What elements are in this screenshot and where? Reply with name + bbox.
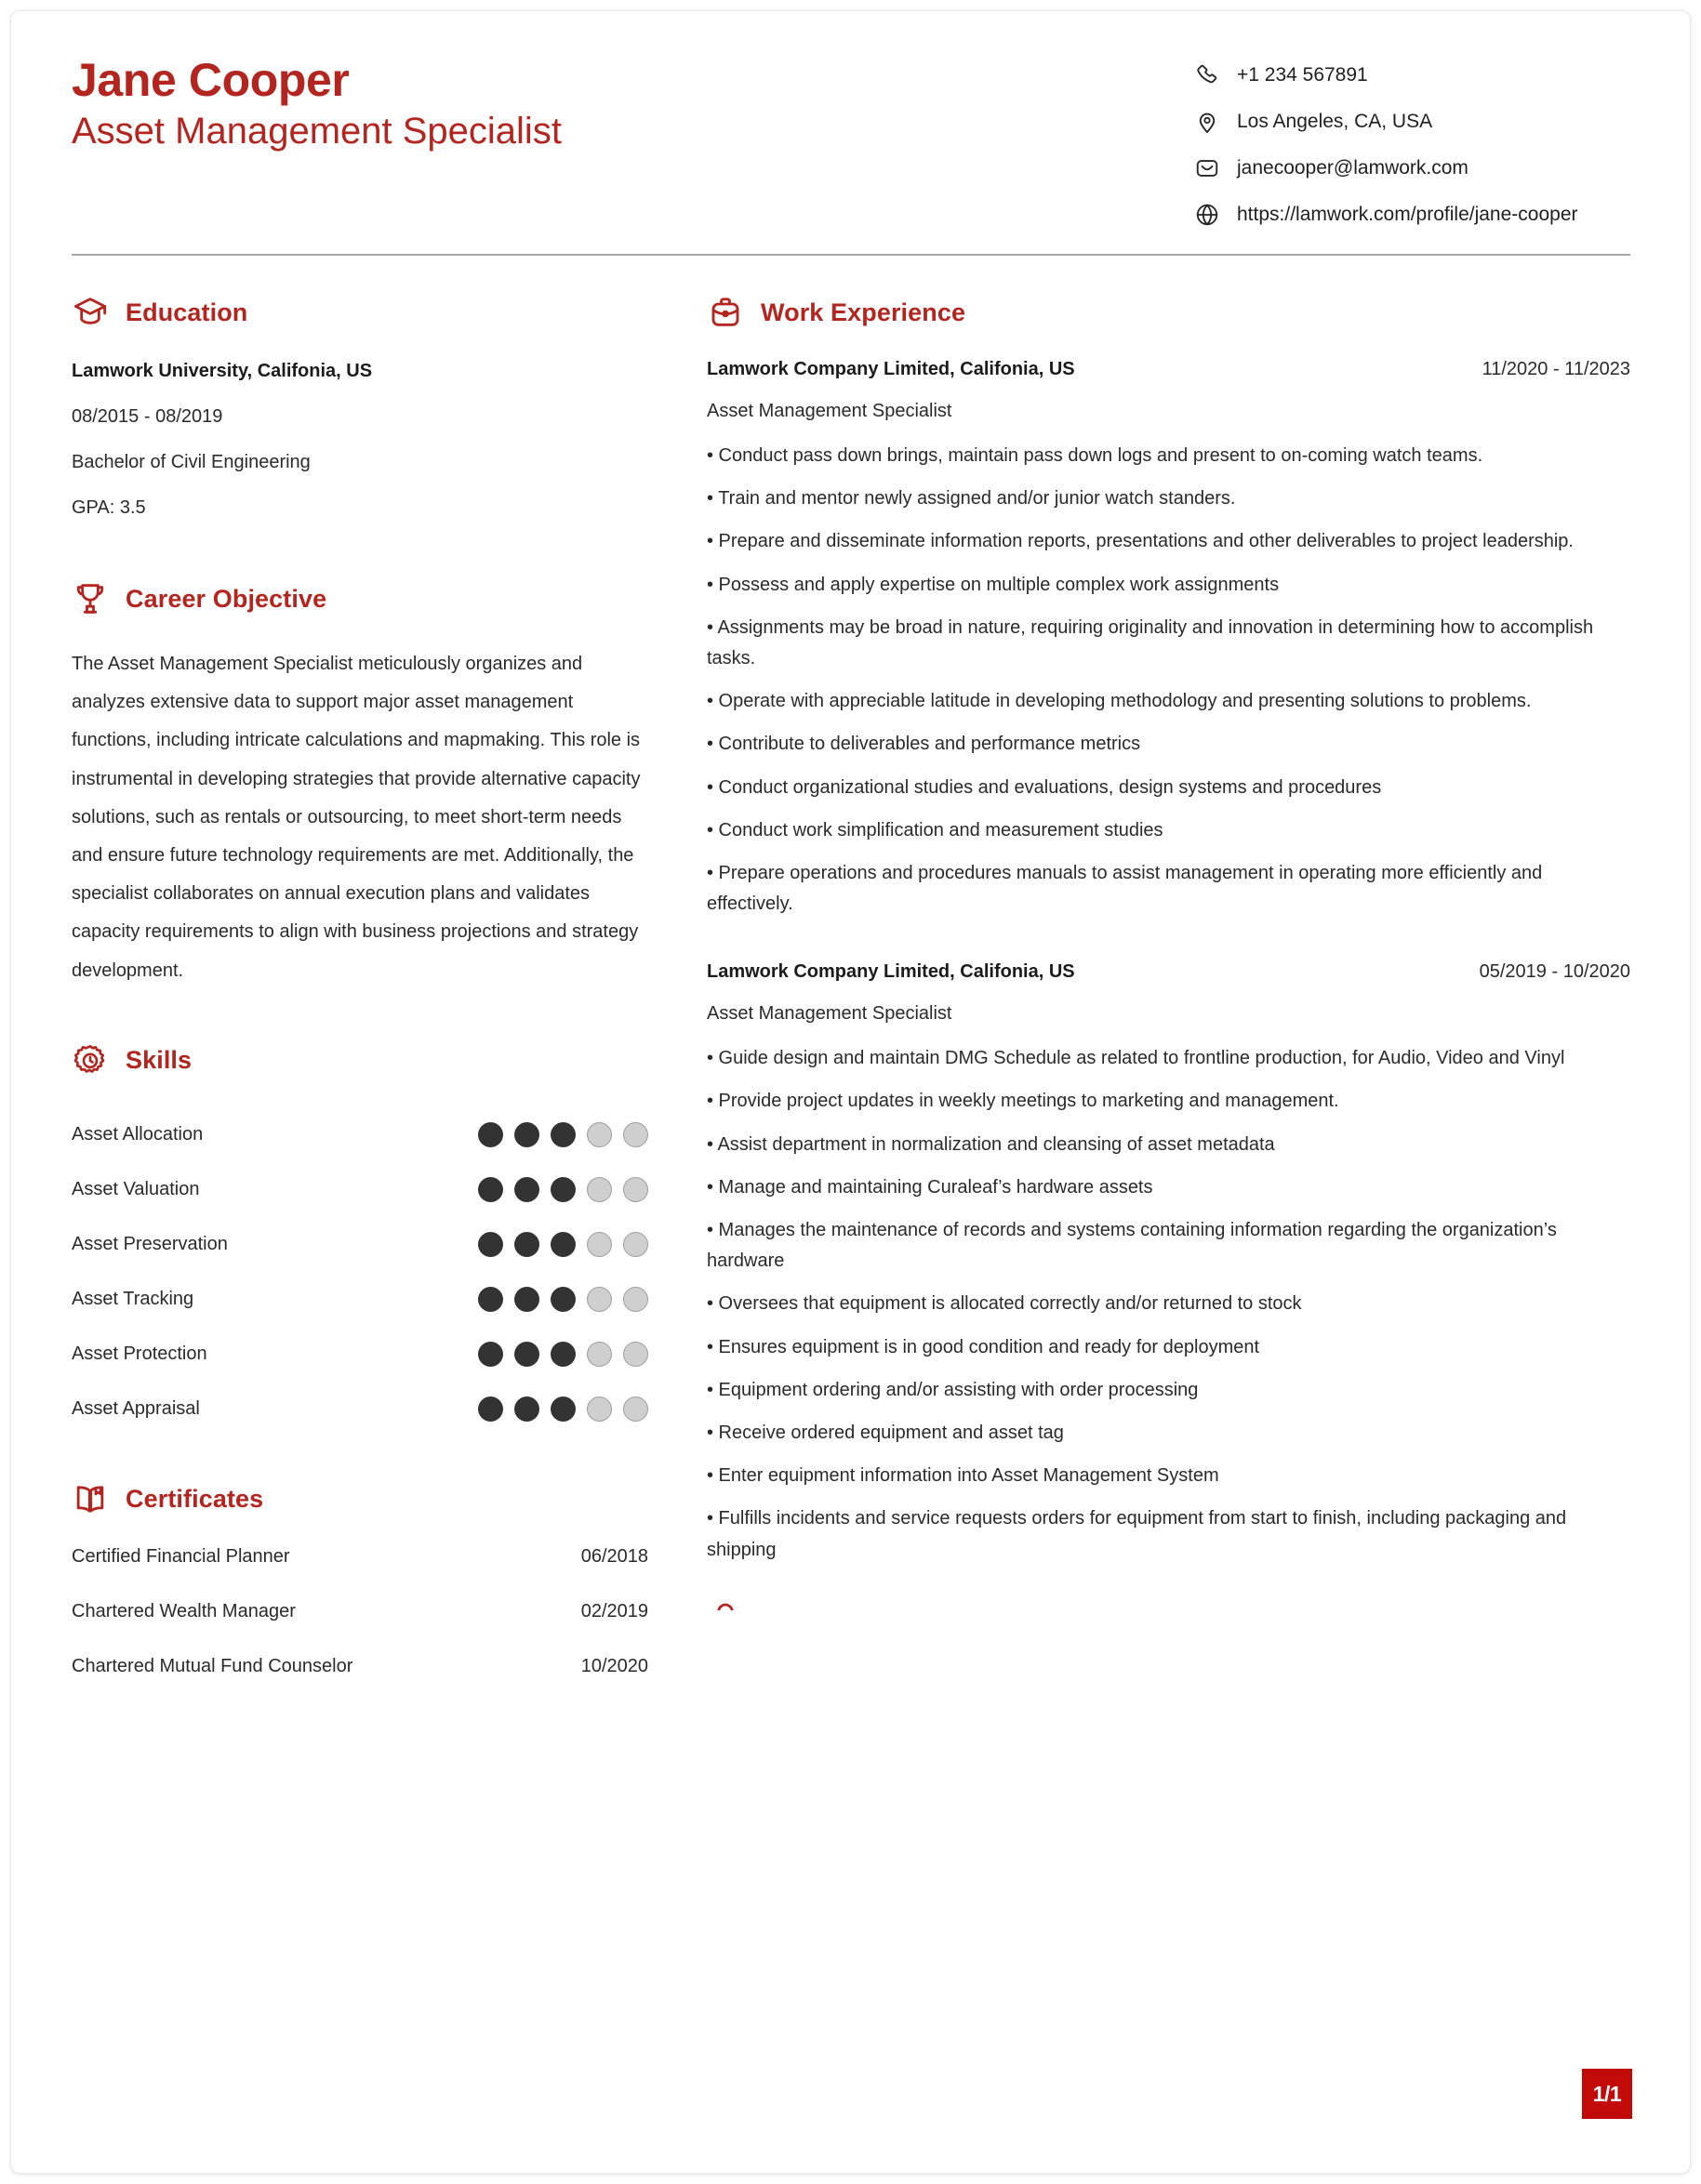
page-number-badge: 1/1: [1582, 2069, 1632, 2119]
education-gpa: GPA: 3.5: [72, 497, 146, 518]
contact-phone[interactable]: [1193, 61, 1630, 89]
rating-dot: [551, 1122, 576, 1147]
rating-dot: [623, 1122, 648, 1147]
job-bullet: • Conduct organizational studies and evaluations, design systems and procedures: [707, 776, 1382, 798]
job-bullet: • Operate with appreciable latitude in developing methodology and presenting solutions to problems.: [707, 691, 1532, 712]
resume-page: [10, 10, 1691, 2174]
rating-dot: [514, 1177, 539, 1202]
rating-dot: [514, 1342, 539, 1367]
career-objective-title: Career Objective: [126, 584, 327, 613]
rating-dot: [587, 1122, 612, 1147]
rating-dot: [514, 1232, 539, 1257]
skill-row: [72, 1327, 648, 1382]
job-bullet: • Conduct work simplification and measurement studies: [707, 819, 1163, 841]
job-bullet: • Enter equipment information into Asset Management System: [707, 1465, 1219, 1487]
rating-dot: [623, 1342, 648, 1367]
resume-header: [11, 11, 1691, 229]
skill-row: [72, 1382, 648, 1436]
phone-icon: [1193, 61, 1221, 89]
skill-name: Asset Protection: [72, 1343, 207, 1364]
job-header: [707, 359, 1630, 380]
skill-rating: [478, 1287, 648, 1312]
rating-dot: [514, 1396, 539, 1422]
open-book-icon: [72, 1481, 109, 1518]
career-objective-heading: [72, 580, 648, 617]
job-bullet: • Conduct pass down brings, maintain pass down logs and present to on-coming watch teams.: [707, 445, 1483, 466]
job-bullets: [707, 1043, 1630, 1565]
certificate-date: 06/2018: [580, 1545, 648, 1567]
gear-clock-icon: [72, 1042, 109, 1079]
job-bullet: • Guide design and maintain DMG Schedule as related to frontline production, for Audio, Video and Vinyl: [707, 1048, 1565, 1069]
skill-name: Asset Preservation: [72, 1233, 228, 1254]
job-bullet: • Manages the maintenance of records and systems containing information regarding the organization’s hardware: [707, 1220, 1557, 1272]
certificate-row: [72, 1601, 648, 1656]
rating-dot: [514, 1122, 539, 1147]
rating-dot: [587, 1342, 612, 1367]
education-school: Lamwork University, Califonia, US: [72, 361, 373, 381]
rating-dot: [623, 1287, 648, 1312]
job-bullet: • Possess and apply expertise on multiple complex work assignments: [707, 574, 1280, 595]
job-bullet: • Equipment ordering and/or assisting with order processing: [707, 1379, 1199, 1400]
skill-row: [72, 1107, 648, 1162]
job-bullet: • Assist department in normalization and cleansing of asset metadata: [707, 1133, 1275, 1155]
certificate-name: Chartered Mutual Fund Counselor: [72, 1655, 353, 1676]
rating-dot: [551, 1342, 576, 1367]
certificate-date: 10/2020: [580, 1655, 648, 1676]
skill-name: Asset Appraisal: [72, 1397, 200, 1419]
skill-row: [72, 1162, 648, 1217]
education-degree: Bachelor of Civil Engineering: [72, 452, 311, 472]
work-experience-title: Work Experience: [761, 298, 966, 326]
job-bullet: • Fulfills incidents and service requests orders for equipment from start to finish, including packaging and shipping: [707, 1508, 1567, 1560]
next-section-icon-clipped: [707, 1597, 1630, 1610]
rating-dot: [551, 1232, 576, 1257]
graduation-cap-icon: [72, 294, 109, 331]
left-column: [72, 294, 648, 1711]
rating-dot: [551, 1396, 576, 1422]
rating-dot: [623, 1396, 648, 1422]
rating-dot: [587, 1177, 612, 1202]
candidate-job-title: Asset Management Specialist: [72, 111, 562, 152]
certificate-row: [72, 1656, 648, 1711]
certificate-date: 02/2019: [580, 1600, 648, 1621]
certificates-title: Certificates: [126, 1485, 264, 1514]
contact-location-value: Los Angeles, CA, USA: [1237, 111, 1433, 133]
education-dates: 08/2015 - 08/2019: [72, 406, 223, 427]
job-entry: [707, 961, 1630, 1565]
contact-location: [1193, 108, 1630, 136]
work-experience-heading: [707, 294, 1630, 331]
certificates-heading: [72, 1481, 648, 1518]
job-bullet: • Receive ordered equipment and asset tag: [707, 1422, 1064, 1443]
rating-dot: [478, 1232, 503, 1257]
trophy-icon: [72, 580, 109, 617]
job-dates: 11/2020 - 11/2023: [1482, 359, 1630, 379]
career-objective-text: The Asset Management Specialist meticulously organizes and analyzes extensive data to support major asset management functions, including intricate calculations and mapmaking. This role is instrumental in developing strategies that provide alternative capacity solutions, such as rentals or outsourcing, to meet short-term needs and ensure future technology requirements are met. Additionally, the specialist collaborates on annual execution plans and validates capacity requirements to align with business projections and strategy development.: [72, 654, 641, 981]
contact-website[interactable]: [1193, 201, 1630, 229]
skills-title: Skills: [126, 1046, 193, 1075]
contact-website-value: https://lamwork.com/profile/jane-cooper: [1237, 204, 1578, 226]
certificate-name: Certified Financial Planner: [72, 1545, 290, 1567]
briefcase-icon: [707, 294, 744, 331]
skill-rating: [478, 1122, 648, 1147]
section-work-experience: [707, 294, 1630, 1610]
skill-rating: [478, 1232, 648, 1257]
job-bullets: [707, 441, 1630, 920]
contact-phone-value: +1 234 567891: [1237, 64, 1368, 86]
job-role: Asset Management Specialist: [707, 401, 952, 421]
section-certificates: [72, 1481, 648, 1711]
skills-list: [72, 1107, 648, 1436]
skill-name: Asset Valuation: [72, 1178, 200, 1199]
rating-dot: [623, 1232, 648, 1257]
contact-email-value: janecooper@lamwork.com: [1237, 157, 1468, 179]
rating-dot: [514, 1287, 539, 1312]
job-bullet: • Oversees that equipment is allocated correctly and/or returned to stock: [707, 1293, 1302, 1315]
section-skills: [72, 1042, 648, 1436]
contact-email[interactable]: [1193, 154, 1630, 182]
job-bullet: • Prepare operations and procedures manuals to assist management in operating more efficiently and effectively.: [707, 862, 1543, 915]
resume-body: [11, 294, 1691, 1711]
rating-dot: [623, 1177, 648, 1202]
candidate-name: Jane Cooper: [72, 54, 350, 106]
job-bullet: • Contribute to deliverables and performance metrics: [707, 734, 1141, 755]
certificate-row: [72, 1546, 648, 1601]
job-role: Asset Management Specialist: [707, 1003, 952, 1025]
identity-block: [72, 54, 562, 155]
skills-heading: [72, 1042, 648, 1079]
rating-dot: [478, 1287, 503, 1312]
job-bullet: • Train and mentor newly assigned and/or junior watch standers.: [707, 488, 1236, 510]
job-entry: [707, 359, 1630, 920]
right-column: [648, 294, 1630, 1711]
email-icon: [1193, 154, 1221, 182]
skill-rating: [478, 1177, 648, 1202]
rating-dot: [587, 1396, 612, 1422]
rating-dot: [551, 1177, 576, 1202]
header-divider: [72, 254, 1630, 256]
job-dates: 05/2019 - 10/2020: [1479, 961, 1630, 983]
skill-name: Asset Allocation: [72, 1123, 204, 1145]
job-bullet: • Provide project updates in weekly meetings to marketing and management.: [707, 1091, 1339, 1112]
globe-icon: [1193, 201, 1221, 229]
job-bullet: • Ensures equipment is in good condition and ready for deployment: [707, 1336, 1260, 1357]
skill-row: [72, 1272, 648, 1327]
job-bullet: • Assignments may be broad in nature, requiring originality and innovation in determining how to accomplish tasks.: [707, 616, 1594, 668]
rating-dot: [551, 1287, 576, 1312]
job-header: [707, 961, 1630, 983]
certificates-list: [72, 1546, 648, 1711]
job-bullet: • Manage and maintaining Curaleaf’s hardware assets: [707, 1176, 1153, 1198]
section-education: [72, 294, 648, 521]
skill-row: [72, 1217, 648, 1272]
rating-dot: [478, 1122, 503, 1147]
rating-dot: [478, 1177, 503, 1202]
rating-dot: [478, 1342, 503, 1367]
certificate-name: Chartered Wealth Manager: [72, 1600, 296, 1621]
rating-dot: [478, 1396, 503, 1422]
skill-rating: [478, 1342, 648, 1367]
job-company: Lamwork Company Limited, Califonia, US: [707, 961, 1075, 983]
section-career-objective: [72, 580, 648, 990]
rating-dot: [587, 1287, 612, 1312]
location-icon: [1193, 108, 1221, 136]
job-bullet: • Prepare and disseminate information reports, presentations and other deliverables to project leadership.: [707, 531, 1574, 552]
education-heading: [72, 294, 648, 331]
education-title: Education: [126, 298, 248, 326]
contact-list: [1193, 61, 1630, 229]
job-company: Lamwork Company Limited, Califonia, US: [707, 359, 1075, 379]
skill-rating: [478, 1396, 648, 1422]
skill-name: Asset Tracking: [72, 1288, 194, 1309]
rating-dot: [587, 1232, 612, 1257]
